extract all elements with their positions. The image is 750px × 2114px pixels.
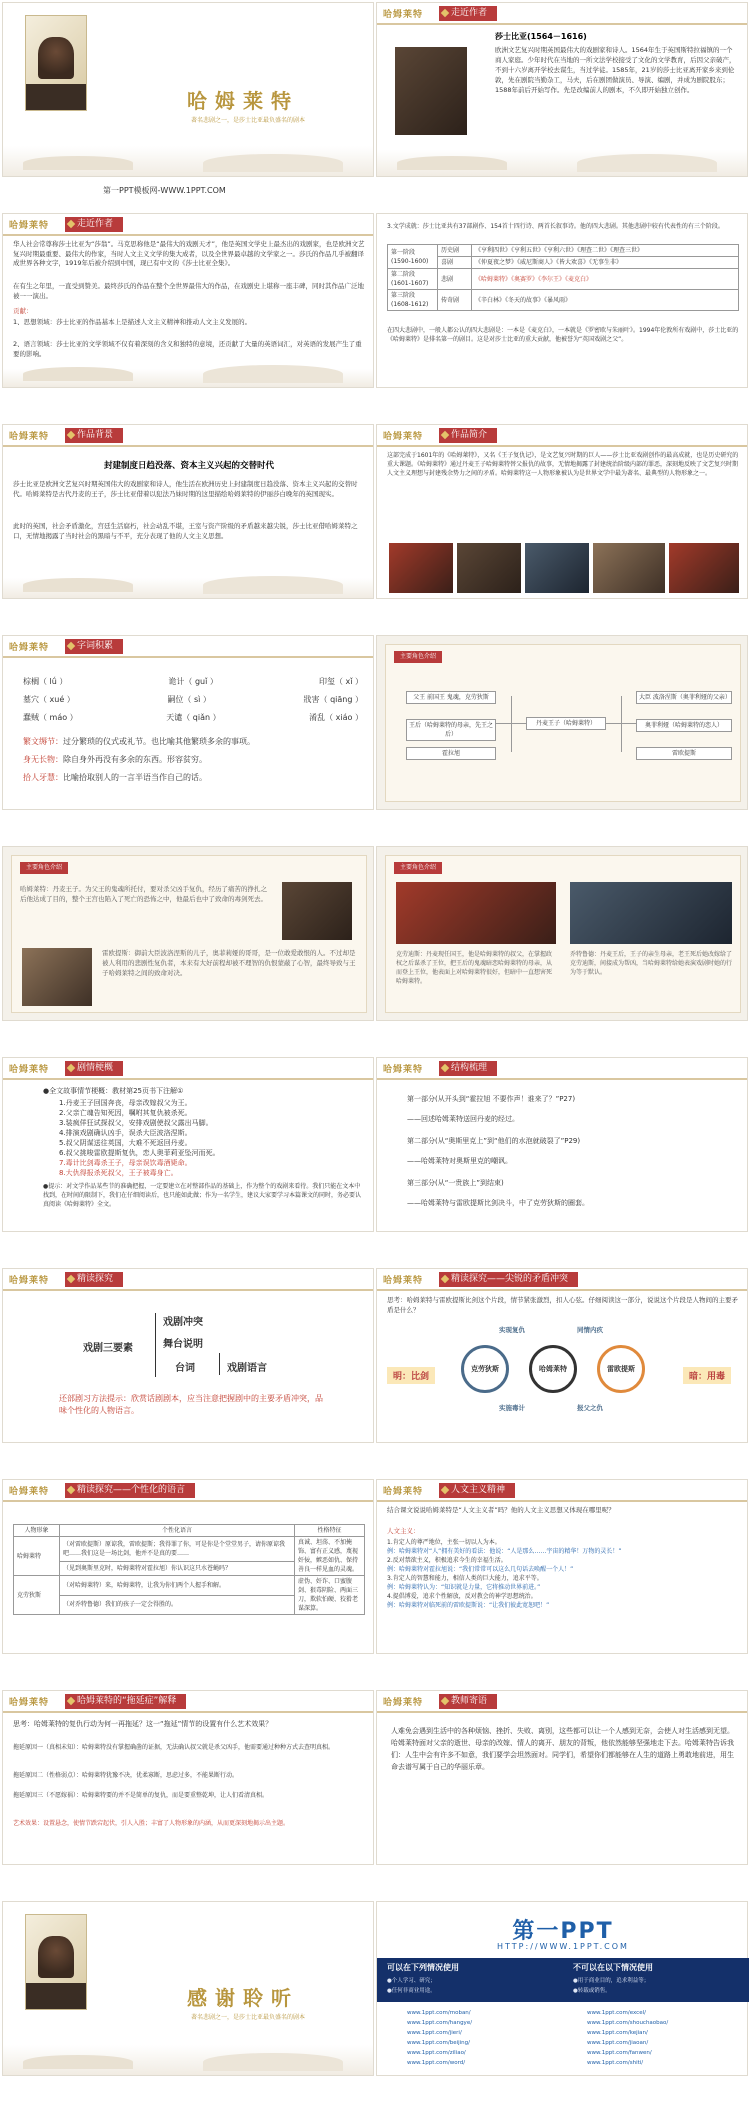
section-tag: 剧情梗概 <box>65 1061 123 1076</box>
definition-text: 过分繁琐的仪式或礼节。也比喻其他繁琐多余的事项。 <box>63 737 255 746</box>
character-panel <box>11 855 367 1013</box>
author-bio: 欧洲文艺复兴时期英国最伟大的戏剧家和诗人。1564年生于英国斯特拉福镇的一个商人家庭。少年时代在当地的一所文法学校接受了文化的文学教育，后因父亲破产，不到十六岁离开学校去谋生，当过学徒。1585年，21岁的莎士比亚离开家乡来到伦敦，先在剧院当勤杂工，马夫，后在剧团做演员、导演、编剧，并成为剧院股东；1588年前后开始写作。先是改编前人的剧本，不久即开始独立创作。 <box>495 46 736 94</box>
contribution-1: 1、思想领域：莎士比亚的作品基本上是描述人文主义精神和推动人文主义发展的。 <box>13 318 252 326</box>
vocab-row-1 <box>23 676 363 687</box>
gertrude-description: 乔特鲁德：丹麦王后，王子的亲生母亲，老王死后她改嫁给了克劳迪斯，间接成为帮凶，当哈姆莱特给她表演戏剧时她的行为等于默认。 <box>570 951 733 976</box>
table-row: 第三阶段(1608-1612) 传奇剧 《辛白林》《冬天的故事》《暴风雨》 <box>388 290 739 311</box>
link-item[interactable]: www.1ppt.com/ziliao/ <box>407 2050 466 2056</box>
movie-still-5 <box>669 543 739 593</box>
panel-title: 主要角色介绍 <box>394 651 442 663</box>
label-poison-plot: 实施毒计 <box>499 1404 525 1412</box>
definition-1 <box>23 736 368 747</box>
slide-language[interactable] <box>2 1479 374 1654</box>
brand-logo: 哈姆莱特 <box>9 643 50 653</box>
license-banner <box>377 1958 749 2002</box>
tag-open-duel: 明：比剑 <box>387 1367 435 1384</box>
forbidden-heading: 不可以在以下情况使用 <box>573 1963 653 1972</box>
works-note: 在四大悲剧中，一般人都公认的四大悲剧是：一本是《麦克白》，一本就是《罗密欧与朱丽叶》。1994年伦敦所有戏剧中，莎士比亚的《哈姆莱特》是排名第一的剧目。这是对莎士比亚的重大贡献，他被誉为“英国戏剧之父”。 <box>387 327 739 343</box>
slide-vocabulary[interactable] <box>2 635 374 810</box>
author-name-heading: 莎士比亚(1564－1616) <box>495 32 587 41</box>
slide-work-intro[interactable] <box>376 424 748 599</box>
list-item: 3.装疯佯狂试探叔父，安排戏剧使叔父露出马脚。 <box>59 1119 213 1127</box>
list-item: 例：哈姆莱特对霍拉旭说：“我们常常可以这么几句话去唤醒一个人！” <box>387 1566 574 1573</box>
delay-reason-1: 拖延原因一（真相未知）：哈姆莱特没有掌握确凿的证据，无法确认叔父就是杀父凶手，他需要通过种种方式去查明真相。 <box>13 1744 335 1751</box>
slide-license[interactable] <box>376 1901 748 2076</box>
label-father-vengeance: 报父之仇 <box>577 1404 603 1412</box>
delay-reason-2: 拖延原因二（性格弱点）：哈姆莱特犹豫不决，优柔寡断，思虑过多，不能果断行动。 <box>13 1772 239 1779</box>
elements-left: 戏剧三要素 <box>83 1343 133 1354</box>
slide-character-1[interactable] <box>2 846 374 1021</box>
list-item: 3.肯定人的智慧和能力，相信人类的巨大能力，追求平等。 <box>387 1575 543 1582</box>
allowed-item: ●个人学习、研究； <box>387 1978 436 1984</box>
plot-note: ●提示：对文学作品某些节的准确把握，一定要建立在对整部作品的基础上，作为整个的戏剧来看待。我们只能在文本中找到，在时间的限制下，我们在仔细阅读后，也只能如此做；作为一名学生，建议大家要学习本篇课文的同时，务必要认真阅读《哈姆莱特》全文。 <box>43 1183 362 1208</box>
language-table <box>13 1524 365 1615</box>
list-item: 6.叔父挑唆雷欧提斯复仇，恋人奥菲莉亚坠河而死。 <box>59 1149 220 1157</box>
list-item: 8.大仇得报杀死叔父，王子被毒身亡。 <box>59 1169 178 1177</box>
brand-logo: 哈姆莱特 <box>383 1698 424 1708</box>
vocab-word: 诡计（ guǐ ） <box>168 677 218 686</box>
list-item: 1.肯定人的尊严地位，主张一切以人为本。 <box>387 1539 501 1546</box>
humanism-question: 结合课文说说哈姆莱特是“人文主义者”吗？他的人文主义思想又体现在哪里呢？ <box>387 1506 615 1514</box>
site-logo[interactable]: 第一PPT <box>512 1919 614 1944</box>
book-cover-image <box>25 15 87 111</box>
element-stage-directions: 舞台说明 <box>163 1339 203 1350</box>
brand-logo: 哈姆莱特 <box>9 1065 50 1075</box>
movie-still-4 <box>593 543 665 593</box>
delay-question: 思考：哈姆莱特的复仇行动为何一再拖延？这一“拖延”情节的设置有什么艺术效果？ <box>13 1720 273 1728</box>
node-center: 丹麦王子（哈姆莱特） <box>526 717 606 730</box>
definition-term: 身无长物： <box>23 755 63 764</box>
links-left <box>407 2008 557 2068</box>
tag-secret-poison: 暗：用毒 <box>683 1367 731 1384</box>
section-tag: 字词积累 <box>65 639 123 654</box>
list-item: 2.父亲亡魂告知死因，嘱咐其复仇被杀死。 <box>59 1109 192 1117</box>
ring-claudius: 克劳狄斯 <box>461 1345 509 1393</box>
link-item[interactable]: www.1ppt.com/hangye/ <box>407 2020 473 2026</box>
vocab-word: 蠢贼（ máo ） <box>23 713 78 722</box>
elements-right: 戏剧语言 <box>227 1363 267 1374</box>
background-p2: 此时的英国，社会矛盾激化，宫廷生活腐朽，社会动乱不堪，王室与资产阶级的矛盾越来越尖锐，莎士比亚借哈姆莱特之口，无情地揭露了当时社会的黑暗与不平，充分表现了他的人文主义思想。 <box>13 522 358 540</box>
definition-2 <box>23 754 368 765</box>
slide-works-table[interactable] <box>376 213 748 388</box>
link-item[interactable]: www.1ppt.com/excel/ <box>587 2010 646 2016</box>
movie-still-1 <box>389 543 453 593</box>
section-tag: 教师寄语 <box>439 1694 497 1709</box>
list-item: 4.排演戏剧确认凶手，误杀大臣波洛涅斯。 <box>59 1129 192 1137</box>
slide-cover[interactable] <box>2 2 374 195</box>
thanks-subtitle: 著名悲剧之一，是莎士比亚最负盛名的剧本 <box>190 2014 305 2021</box>
slide-structure[interactable] <box>376 1057 748 1232</box>
brand-logo: 哈姆莱特 <box>9 1487 50 1497</box>
panel-title: 主要角色介绍 <box>20 862 68 874</box>
table-row: 第一阶段(1590-1600) 历史剧 《亨利四世》《亨利五世》《亨利六世》《理查二世》《理查三世》 <box>388 245 739 257</box>
table-row: （对乔特鲁德）我们的孩子一定会得胜的。 <box>14 1595 365 1615</box>
cover-title: 哈姆莱特 <box>187 89 299 113</box>
table-header: 人物形象 个性化语言 性格特征 <box>14 1525 365 1537</box>
method-hint: 还部剧习方法提示：欣赏话剧剧本，应当注意把握剧中的主要矛盾冲突，品味个性化的人物语言。 <box>59 1394 323 1415</box>
link-item[interactable]: www.1ppt.com/shouchaobao/ <box>587 2020 669 2026</box>
brand-logo: 哈姆莱特 <box>383 1276 424 1286</box>
node-right-3: 雷欧提斯 <box>636 747 732 760</box>
table-row: 第二阶段(1601-1607) 悲剧 《哈姆莱特》《奥赛罗》《李尔王》《麦克白》 <box>388 269 739 290</box>
list-item: 2.反对禁欲主义，积极追求今生的幸福生活。 <box>387 1557 507 1564</box>
forbidden-item: ●用于商业目的，追求利益等； <box>573 1978 650 1984</box>
section-tag: 结构梳理 <box>439 1061 497 1076</box>
laertes-description: 雷欧提斯：御前大臣波洛涅斯的儿子，奥菲莉娅的哥哥，是一位敢爱敢恨的人。不过却是被人利用的悲剧性复仇者，本来有大好前程却被不理智的仇恨蒙蔽了心智，最终导致与王子哈姆莱特之间的致命对决。 <box>102 949 356 977</box>
section-tag: 人文主义精神 <box>439 1483 515 1498</box>
slide-conflict[interactable] <box>376 1268 748 1443</box>
vocab-row-2 <box>23 694 363 705</box>
ring-laertes: 雷欧提斯 <box>597 1345 645 1393</box>
list-item: 例：哈姆莱特对临死前的雷欧提斯说：“让我们彼此宽恕吧！” <box>387 1602 550 1609</box>
link-item[interactable]: www.1ppt.com/shiti/ <box>587 2060 644 2066</box>
link-item[interactable]: www.1ppt.com/fanwen/ <box>587 2050 652 2056</box>
node-left-1: 父王 前国王 鬼魂，克劳狄斯 <box>406 691 496 704</box>
part-1-desc: ——回述哈姆莱特送回丹麦的经过。 <box>407 1115 519 1123</box>
slide-delay[interactable] <box>2 1690 374 1865</box>
vocab-word: 棕榈（ lǘ ） <box>23 677 68 686</box>
definition-term: 拾人牙慧： <box>23 773 63 782</box>
claudius-description: 克劳迪斯：丹麦现任国王，他是哈姆莱特的叔父，在掌握政权之后谋杀了王位，把王后的鬼魂暗恋哈姆莱特的母亲，从而登上王位，他表面上对哈姆莱特很好，但暗中一直想害死哈姆莱特。 <box>396 951 553 985</box>
humanism-list <box>387 1538 739 1610</box>
work-intro-text: 这部完成于1601年的《哈姆莱特》，又名《王子复仇记》，是文艺复兴时期的巨人——莎士比亚戏剧创作的最高成就，也是历史研究的重大课题。《哈姆莱特》通过丹麦王子哈姆莱特替父报仇的故事，无情地揭露了封建统治阶级内部的罪恶，深刻地反映了文艺复兴时期人文主义理想与封建残余势力之间的矛盾。哈姆莱特这一人物形象被认为是世界文学中最为著名、最典型的人物形象之一。 <box>387 452 739 477</box>
hamlet-photo <box>282 882 352 940</box>
table-row: （见到奥斯里克时，哈姆莱特对霍拉旭）你认识这只水苍蝇吗？ <box>14 1561 365 1575</box>
section-tag: 精读探究——个性化的语言 <box>65 1483 195 1498</box>
forbidden-item: ●转载或销售。 <box>573 1988 611 1994</box>
author-praise: 华人社会常尊称莎士比亚为“莎翁”。马克思称他是“最伟大的戏剧天才”，他是英国文学史上最杰出的戏剧家，也是欧洲文艺复兴时期最重要、最伟大的作家，当时人文主义文学的集大成者，以及全世界最卓越的文学家之一。莎氏的作品几乎被翻译成世界各种文字，1919年后被介绍到中国，现已有中文的《莎士比亚全集》。 <box>13 240 365 267</box>
slide-character-2[interactable] <box>376 846 748 1021</box>
book-cover-image <box>25 1914 87 2010</box>
definition-text: 比喻拾取别人的一言半语当作自己的话。 <box>63 773 207 782</box>
section-tag: 走近作者 <box>65 217 123 232</box>
vocab-word: 嗣位（ sì ） <box>167 695 211 704</box>
movie-still-2 <box>457 543 521 593</box>
part-2-desc: ——哈姆莱特对奥斯里克的嘲讽。 <box>407 1157 512 1165</box>
node-right-2: 奥菲利娅（哈姆莱特的恋人） <box>636 719 732 732</box>
link-item[interactable]: www.1ppt.com/moban/ <box>407 2010 471 2016</box>
thanks-title: 感谢聆听 <box>187 1986 299 2010</box>
character-map-panel <box>385 644 741 802</box>
claudius-photo <box>396 882 556 944</box>
vocab-word: 天谴（ qiǎn ） <box>166 713 221 722</box>
site-url[interactable]: HTTP://WWW.1PPT.COM <box>497 1942 629 1951</box>
definition-text: 除自身外再没有多余的东西。形容贫穷。 <box>63 755 207 764</box>
label-sympathy: 同情内疚 <box>577 1326 603 1334</box>
background-heading: 封建制度日趋没落、资本主义兴起的交替时代 <box>103 461 274 471</box>
vocab-word: 戕害（ qiāng ） <box>303 695 363 704</box>
vocab-word: 印玺（ xǐ ） <box>318 677 363 686</box>
link-item[interactable]: www.1ppt.com/kejian/ <box>587 2030 648 2036</box>
cover-footer[interactable]: 第一PPT模板网-WWW.1PPT.COM <box>103 186 226 195</box>
section-tag: 作品简介 <box>439 428 497 443</box>
delay-effect: 艺术效果：设置悬念，使情节跌宕起伏，引人入胜；丰富了人物形象的内涵，从而更深刻地揭示出主题。 <box>13 1820 290 1827</box>
slide-character-map[interactable] <box>376 635 748 810</box>
table-row: 克劳狄斯 （对哈姆莱特）来，哈姆莱特，让我为你们两个人握手和解。 虚伪、奸诈、口蜜腹剑、狠毒阴险、两面三刀，欺软怕硬、狡猾老谋深算。 <box>14 1576 365 1596</box>
movie-still-3 <box>525 543 589 593</box>
links-right <box>587 2008 737 2068</box>
section-tag: 哈姆莱特的“拖延症”解释 <box>65 1694 186 1709</box>
works-table <box>387 244 739 311</box>
list-item: 7.毒计比剑毒杀王子，母亲误饮毒酒毙命。 <box>59 1159 192 1167</box>
brand-logo: 哈姆莱特 <box>383 10 424 20</box>
hamlet-description: 哈姆莱特：丹麦王子。为父王的鬼魂所托付，要对杀父凶手复仇，经历了痛苦的挣扎之后他达成了目的，整个王宫也陷入了死亡的恐怖之中，他最后也中了致命的毒剑死去。 <box>20 885 267 903</box>
link-item[interactable]: www.1ppt.com/jiaoan/ <box>587 2040 649 2046</box>
panel-title: 主要角色介绍 <box>394 862 442 874</box>
section-tag: 精读探究——尖锐的矛盾冲突 <box>439 1272 578 1287</box>
brand-logo: 哈姆莱特 <box>9 432 50 442</box>
list-item: 例：哈姆莱特认为：“知识就是力量，它将推动世界前进。” <box>387 1584 541 1591</box>
shakespeare-portrait <box>395 47 467 135</box>
section-tag: 走近作者 <box>439 6 497 21</box>
gertrude-photo <box>570 882 732 944</box>
section-tag: 作品背景 <box>65 428 123 443</box>
list-item: 1.丹麦王子回国奔丧，母亲改嫁叔父为王。 <box>59 1099 192 1107</box>
link-item[interactable]: www.1ppt.com/jieri/ <box>407 2030 462 2036</box>
laertes-photo <box>22 948 92 1006</box>
slide-teacher-message[interactable] <box>376 1690 748 1865</box>
brand-logo: 哈姆莱特 <box>383 432 424 442</box>
slide-thanks[interactable] <box>2 1901 374 2076</box>
background-p1: 莎士比亚是欧洲文艺复兴时期英国伟大的戏剧家和诗人，他生活在欧洲历史上封建制度日趋没落、资本主义兴起的交替时代。哈姆莱特是古代丹麦的王子，莎士比亚借着以犯法乃妹时期的这里描绘哈姆莱特的伊丽莎白晚年的英国现实。 <box>13 480 358 498</box>
definition-3 <box>23 772 368 783</box>
delay-reason-3: 拖延原因三（不愿嫁祸）：哈姆莱特要的并不是简单的复仇，而是要重整乾坤，让人们看清真相。 <box>13 1792 269 1799</box>
character-panel <box>385 855 741 1013</box>
table-row: 喜剧 《仲夏夜之梦》《威尼斯商人》《皆大欢喜》《无事生非》 <box>388 257 739 269</box>
list-item: 4.提倡博爱，追求个性解放，反对教会的神学思想统治。 <box>387 1593 537 1600</box>
works-intro: 3.文学成就：莎士比亚共有37部剧作、154首十四行诗、两首长叙事诗。他的四大悲剧。其他悲剧中较有代表性的有三个阶段。 <box>387 223 724 230</box>
humanism-label: 人文主义： <box>387 1527 420 1535</box>
cover-subtitle: 著名悲剧之一，是莎士比亚最负盛名的剧本 <box>190 117 305 124</box>
allowed-item: ●任何非商业用途。 <box>387 1988 436 1994</box>
contribution-2: 2、语言领域：莎士比亚的文学领域不仅有着深刻的含义和独特的意境，还贡献了大量的英语词汇，对英语的发展产生了重要的影响。 <box>13 340 362 358</box>
slide-drama-elements[interactable] <box>2 1268 374 1443</box>
brand-logo: 哈姆莱特 <box>383 1487 424 1497</box>
part-1-head: 第一部分(从开头到“霍拉旭 不要作声！谁来了？”P27) <box>407 1095 576 1103</box>
label-revenge: 实现复仇 <box>499 1326 525 1334</box>
definition-term: 繁文缛节： <box>23 737 63 746</box>
node-left-2: 王后（哈姆莱特的母亲，先王之后） <box>406 719 496 741</box>
list-item: 5.叔父阴谋送往英国，大难不死返回丹麦。 <box>59 1139 192 1147</box>
brand-logo: 哈姆莱特 <box>9 1276 50 1286</box>
section-tag: 精读探究 <box>65 1272 123 1287</box>
slide-plot-summary[interactable] <box>2 1057 374 1232</box>
vocab-word: 淆乱（ xiáo ） <box>309 713 363 722</box>
element-lines: 台词 <box>175 1363 195 1374</box>
slide-author-2[interactable] <box>2 213 374 388</box>
plot-intro: ●全文故事情节梗概：教材第25页书下注解① <box>43 1087 184 1095</box>
brand-logo: 哈姆莱特 <box>9 1698 50 1708</box>
list-item: 例：哈姆莱特对“人”拥有美好的看法：他说：“人是那么……宇宙的精华！万物的灵长！” <box>387 1548 622 1555</box>
plot-list <box>59 1098 359 1178</box>
ring-hamlet: 哈姆莱特 <box>529 1345 577 1393</box>
link-item[interactable]: www.1ppt.com/word/ <box>407 2060 466 2066</box>
part-3-desc: ——哈姆莱特与雷欧提斯比剑决斗，中了克劳狄斯的圈套。 <box>407 1199 589 1207</box>
part-3-head: 第三部分(从“一贵族上”到结束) <box>407 1179 504 1187</box>
brand-logo: 哈姆莱特 <box>383 1065 424 1075</box>
conflict-question: 思考：哈姆莱特与雷欧提斯比剑这个片段，情节紧张激烈，扣人心弦。仔细阅读这一部分，说说这个片段是人物间的主要矛盾是什么？ <box>387 1296 738 1314</box>
link-item[interactable]: www.1ppt.com/beijing/ <box>407 2040 471 2046</box>
node-left-3: 霍拉旭 <box>406 747 496 760</box>
slide-background[interactable] <box>2 424 374 599</box>
slide-humanism[interactable] <box>376 1479 748 1654</box>
part-2-head: 第二部分(从“奥斯里克上”到“他们的水泡就破裂了”P29) <box>407 1137 581 1145</box>
node-right-1: 大臣 波洛涅斯（奥菲利娅的父亲） <box>636 691 732 704</box>
vocab-word: 墓穴（ xué ） <box>23 695 75 704</box>
brand-logo: 哈姆莱特 <box>9 221 50 231</box>
table-row: 哈姆莱特 （对雷欧提斯）原谅我，雷欧提斯；我得罪了你，可是你是个堂堂男子，请你原谅我吧……我们这是一场比剑，他并不是真的要…… 真诚、坦荡、不加掩饰、富有正义感，蔑视奸佞，嫉恶如仇、保持善良一样见血的灵魂。 <box>14 1537 365 1562</box>
teacher-message-text: 人难免会遇到生活中的各种烦恼、挫折、失败、离别，这些都可以让一个人感到无奈，会使人对生活感到无望。哈姆莱特面对父亲的逝世、母亲的改嫁、情人的离开、朋友的背叛，他依然能够坚强地走下去。哈姆莱特告诉我们：人生中会有许多不如意，我们要学会坦然面对。同学们，希望你们都能够在人生的道路上勇敢地前进，用生命去谱写属于自己的华丽乐章。 <box>391 1727 734 1771</box>
author-fame: 在有生之年里，一直受到赞美。最终莎氏的作品在整个全世界最伟大的作品，在戏剧史上堪称一座丰碑，同时其作品广泛地被一一演出。 <box>13 282 364 300</box>
contribution-label: 贡献： <box>13 307 33 315</box>
allowed-heading: 可以在下列情况使用 <box>387 1963 459 1972</box>
element-conflict: 戏剧冲突 <box>163 1317 203 1328</box>
vocab-row-3 <box>23 712 363 723</box>
slide-author-1[interactable] <box>376 2 748 177</box>
